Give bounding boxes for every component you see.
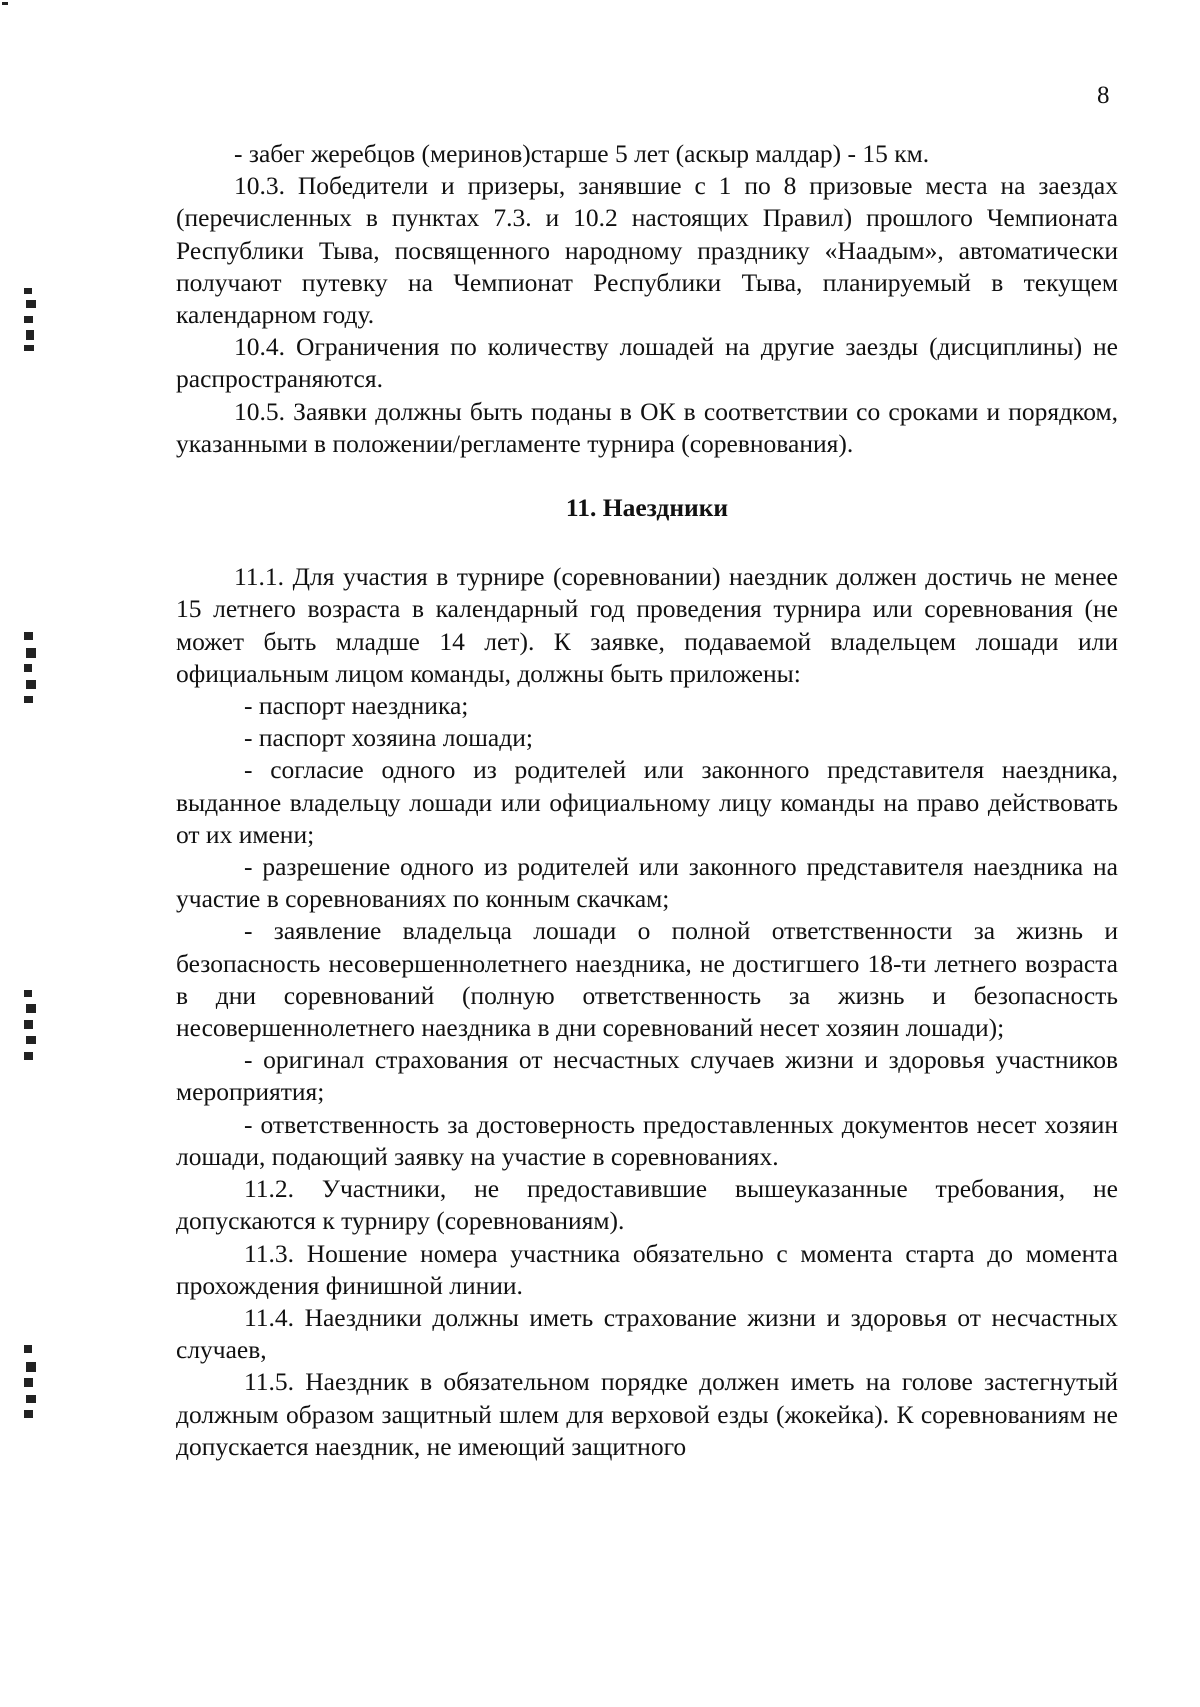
paragraph: - забег жеребцов (меринов)старше 5 лет (аскыр малдар) - 15 км. [234,139,930,168]
section-heading: 11. Наездники [565,493,729,523]
page-number: 8 [1097,82,1110,109]
scan-bottom-edge [0,1701,1200,1707]
list-item: - оригинал страхования от несчастных случаев жизни и здоровья участников мероприятия; [176,1045,1118,1107]
paragraph: 11.3. Ношение номера участника обязательно с момента старта до момента прохождения финишной линии. [176,1238,1118,1300]
paragraph: 11.1. Для участия в турнире (соревновании) наездник должен достичь не менее 15 летнего возраста в календарный год проведения турнира или соревнования (не может быть младше 14 лет). К заявке, подаваемой владельцем лошади или официальным лицом команды, должны быть приложены: [176,562,1118,688]
list-item: - паспорт хозяина лошади; [244,723,533,753]
list-item: - заявление владельца лошади о полной ответственности за жизнь и безопасность несовершеннолетнего наездника, не достигшего 18-ти летнего возраста в дни соревнований (полную ответственность за жизнь и безопасность несовершеннолетнего наездника в дни соревнований несет хозяин лошади); [176,916,1118,1043]
paragraph: 11.4. Наездники должны иметь страхование жизни и здоровья от несчастных случаев, [176,1302,1118,1365]
paragraph: 11.5. Наездник в обязательном порядке должен иметь на голове застегнутый должным образом защитный шлем для верховой езды (жокейка). К соревнованиям не допускается наездник, не имеющий защитного [176,1367,1118,1461]
list-item: - ответственность за достоверность предоставленных документов несет хозяин лошади, подающий заявку на участие в соревнованиях. [176,1109,1118,1171]
document-body [176,138,1118,1463]
paragraph: 11.2. Участники, не предоставившие вышеуказанные требования, не допускаются к турниру (соревнованиям). [176,1174,1118,1236]
paragraph: 10.4. Ограничения по количеству лошадей на другие заезды (дисциплины) не распространяются. [176,332,1118,394]
paragraph: 10.3. Победители и призеры, занявшие с 1 по 8 призовые места на заездах (перечисленных в пунктах 7.3. и 10.2 настоящих Правил) прошлого Чемпионата Республики Тыва, посвященного народному празднику «Наадым», автоматически получают путевку на Чемпионат Республики Тыва, планируемый в текущем календарном году. [176,171,1118,330]
paragraph: 10.5. Заявки должны быть поданы в ОК в соответствии со сроками и порядком, указанными в положении/регламенте турнира (соревнования). [176,396,1118,458]
list-item: - разрешение одного из родителей или законного представителя наездника на участие в соревнованиях по конным скачкам; [176,852,1118,914]
list-item: - паспорт наездника; [244,691,469,721]
list-item: - согласие одного из родителей или законного представителя наездника, выданное владельцу лошади или официальному лицу команды на право действовать от их имени; [176,755,1118,849]
scan-binding-marks [0,0,40,1707]
